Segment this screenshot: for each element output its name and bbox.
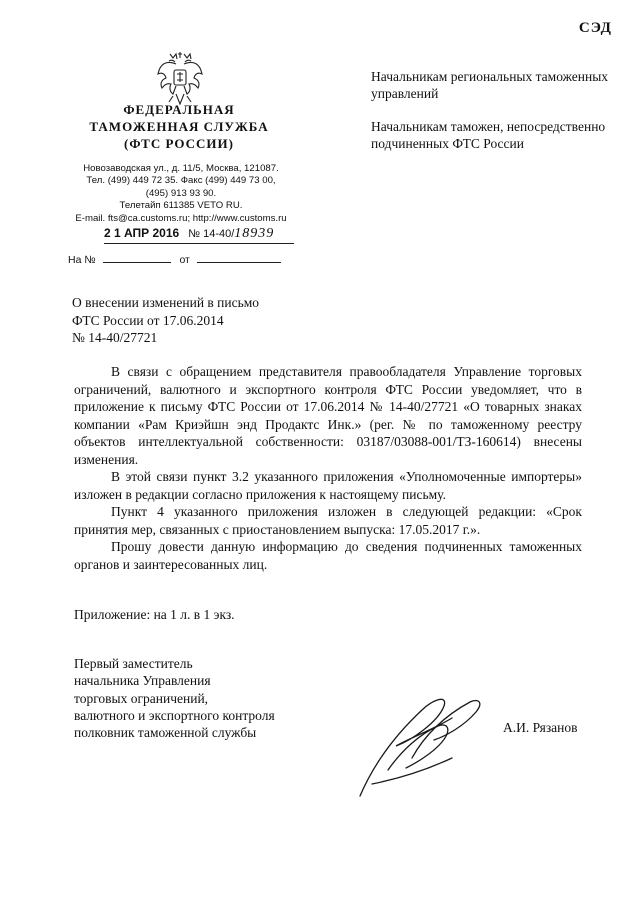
registration-number-handwritten: 18939: [234, 226, 275, 241]
handwritten-signature: [352, 688, 492, 800]
position-line: начальника Управления: [74, 673, 211, 689]
sender-contacts: [68, 163, 294, 225]
body-paragraph: Прошу довести данную информацию до сведения подчиненных таможенных органов и заинтересованных лиц.: [74, 539, 582, 572]
registration-number-prefix: № 14-40/: [188, 228, 235, 240]
signer-position: [74, 655, 334, 741]
addressee-block: [371, 68, 611, 168]
addressee: Начальникам таможен, непосредственно подчиненных ФТС России: [371, 119, 606, 151]
subject-line: № 14-40/27721: [72, 330, 158, 345]
agency-line: (ФТС РОССИИ): [124, 136, 234, 151]
registration-date: 2 1 АПР 2016: [104, 226, 180, 240]
contact-line: E-mail. fts@ca.customs.ru; http://www.customs.ru: [75, 212, 287, 224]
position-line: полковник таможенной службы: [74, 725, 257, 741]
contact-line: Новозаводская ул., д. 11/5, Москва, 121087.: [83, 163, 279, 174]
subject-line: О внесении изменений в письмо: [72, 295, 260, 310]
position-line: Первый заместитель: [74, 656, 193, 671]
body-paragraph: В связи с обращением представителя правообладателя Управление торговых ограничений, валютного и экспортного контроля ФТС России уведомляет, что в приложение к письму ФТС России от 17.06.2014 № 14-40/27721 «О товарных знаках компании «Рам Криэйшн энд Продактс Инк.» (рег. № по таможенному реестру объектов интеллектуальной собственности: 03187/03088-001/ТЗ-160614) внесены изменения.: [74, 364, 582, 467]
position-line: торговых ограничений,: [74, 690, 209, 706]
body-paragraph: В этой связи пункт 3.2 указанного приложения «Уполномоченные импортеры» изложен в редакции согласно приложения к настоящему письму.: [74, 469, 582, 502]
reference-date-blank: [197, 253, 281, 263]
reference-row: [68, 253, 293, 266]
reference-no-label: На №: [68, 254, 96, 266]
subject-heading: [72, 294, 332, 347]
sender-agency-name: [86, 101, 272, 152]
contact-line: Телетайп 611385 VETO RU.: [119, 200, 243, 212]
contact-line: Тел. (499) 449 72 35. Факс (499) 449 73 00,: [86, 175, 276, 187]
registration-underline: [104, 243, 294, 244]
signer-name: А.И. Рязанов: [503, 720, 578, 735]
agency-line: ТАМОЖЕННАЯ СЛУЖБА: [89, 119, 269, 134]
attachment-note: Приложение: на 1 л. в 1 экз.: [74, 607, 235, 622]
position-line: валютного и экспортного контроля: [74, 707, 275, 723]
reference-from-label: от: [179, 254, 190, 266]
registration-stamp: [104, 226, 294, 242]
addressee: Начальникам региональных таможенных управлений: [371, 69, 609, 101]
contact-line: (495) 913 93 90.: [145, 187, 217, 199]
subject-line: ФТС России от 17.06.2014: [72, 312, 224, 328]
letter-body: [74, 363, 582, 573]
document-marking: СЭД: [578, 20, 612, 36]
reference-no-blank: [103, 253, 171, 263]
body-paragraph: Пункт 4 указанного приложения изложен в следующей редакции: «Срок принятия мер, связанных с приостановлением выпуска: 17.05.2017 г.».: [74, 504, 582, 537]
agency-line: ФЕДЕРАЛЬНАЯ: [123, 102, 235, 117]
